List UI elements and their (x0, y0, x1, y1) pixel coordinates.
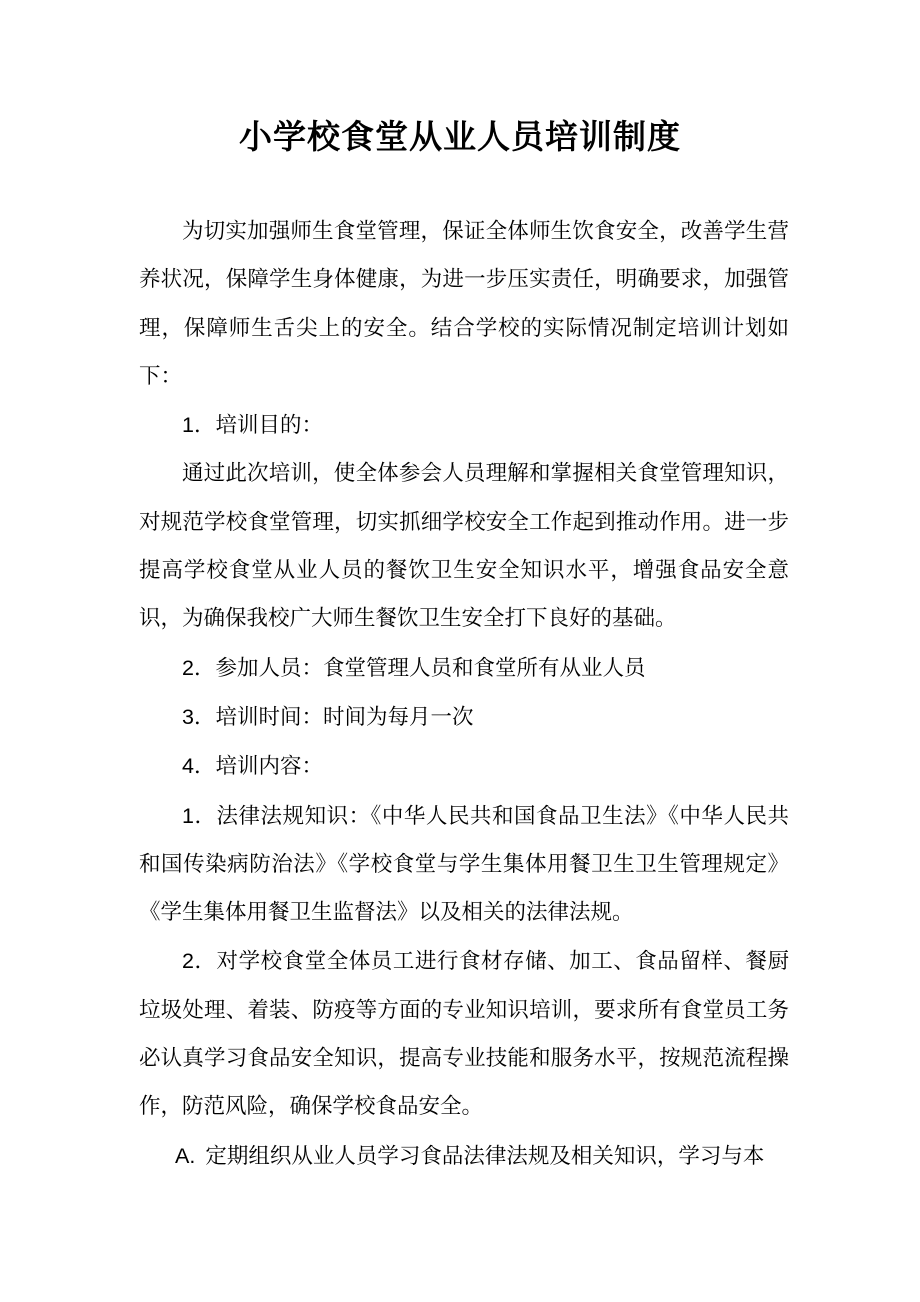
content-2-paragraph (139, 937, 789, 1131)
document-title: 小学校食堂从业人员培训制度 (239, 117, 681, 156)
section-4-text: 培训内容： (215, 754, 323, 780)
section-3-line (139, 693, 789, 742)
content-1-paragraph (139, 792, 789, 938)
section-1-text: 培训目的： (215, 413, 323, 439)
purpose-paragraph: 通过此次培训，使全体参会人员理解和掌握相关食堂管理知识，对规范学校食堂管理，切实抓细学校安全工作起到推动作用。进一步提高学校食堂从业人员的餐饮卫生安全知识水平，增强食品安全意识，为确保我校广大师生餐饮卫生安全打下良好的基础。 (139, 461, 789, 632)
section-1-number: 1． (182, 413, 216, 438)
item-a-label: A. (175, 1143, 196, 1168)
section-3-number: 3． (182, 704, 216, 729)
content-2-number: 2． (182, 949, 217, 974)
section-2-line (139, 644, 789, 693)
item-a-text: 定期组织从业人员学习食品法律法规及相关知识，学习与本 (205, 1143, 765, 1169)
content-1-number: 1． (182, 803, 217, 828)
document-body (139, 208, 789, 1181)
section-2-number: 2． (182, 655, 216, 680)
section-2-text: 参加人员：食堂管理人员和食堂所有从业人员 (215, 655, 646, 681)
intro-paragraph: 为切实加强师生食堂管理，保证全体师生饮食安全，改善学生营养状况，保障学生身体健康，为进一步压实责任，明确要求，加强管理，保障师生舌尖上的安全。结合学校的实际情况制定培训计划如下： (139, 219, 789, 389)
section-4-number: 4． (182, 754, 216, 779)
section-4-heading (139, 742, 789, 791)
section-1-heading (139, 401, 789, 450)
content-2-text: 对学校食堂全体员工进行食材存储、加工、食品留样、餐厨垃圾处理、着装、防疫等方面的专业知识培训，要求所有食堂员工务必认真学习食品安全知识，提高专业技能和服务水平，按规范流程操作，防范风险，确保学校食品安全。 (139, 949, 789, 1120)
section-3-text: 培训时间：时间为每月一次 (215, 704, 474, 730)
content-1-text: 法律法规知识：《中华人民共和国食品卫生法》《中华人民共和国传染病防治法》《学校食堂与学生集体用餐卫生卫生管理规定》《学生集体用餐卫生监督法》以及相关的法律法规。 (139, 803, 789, 926)
item-a-line (139, 1132, 789, 1181)
